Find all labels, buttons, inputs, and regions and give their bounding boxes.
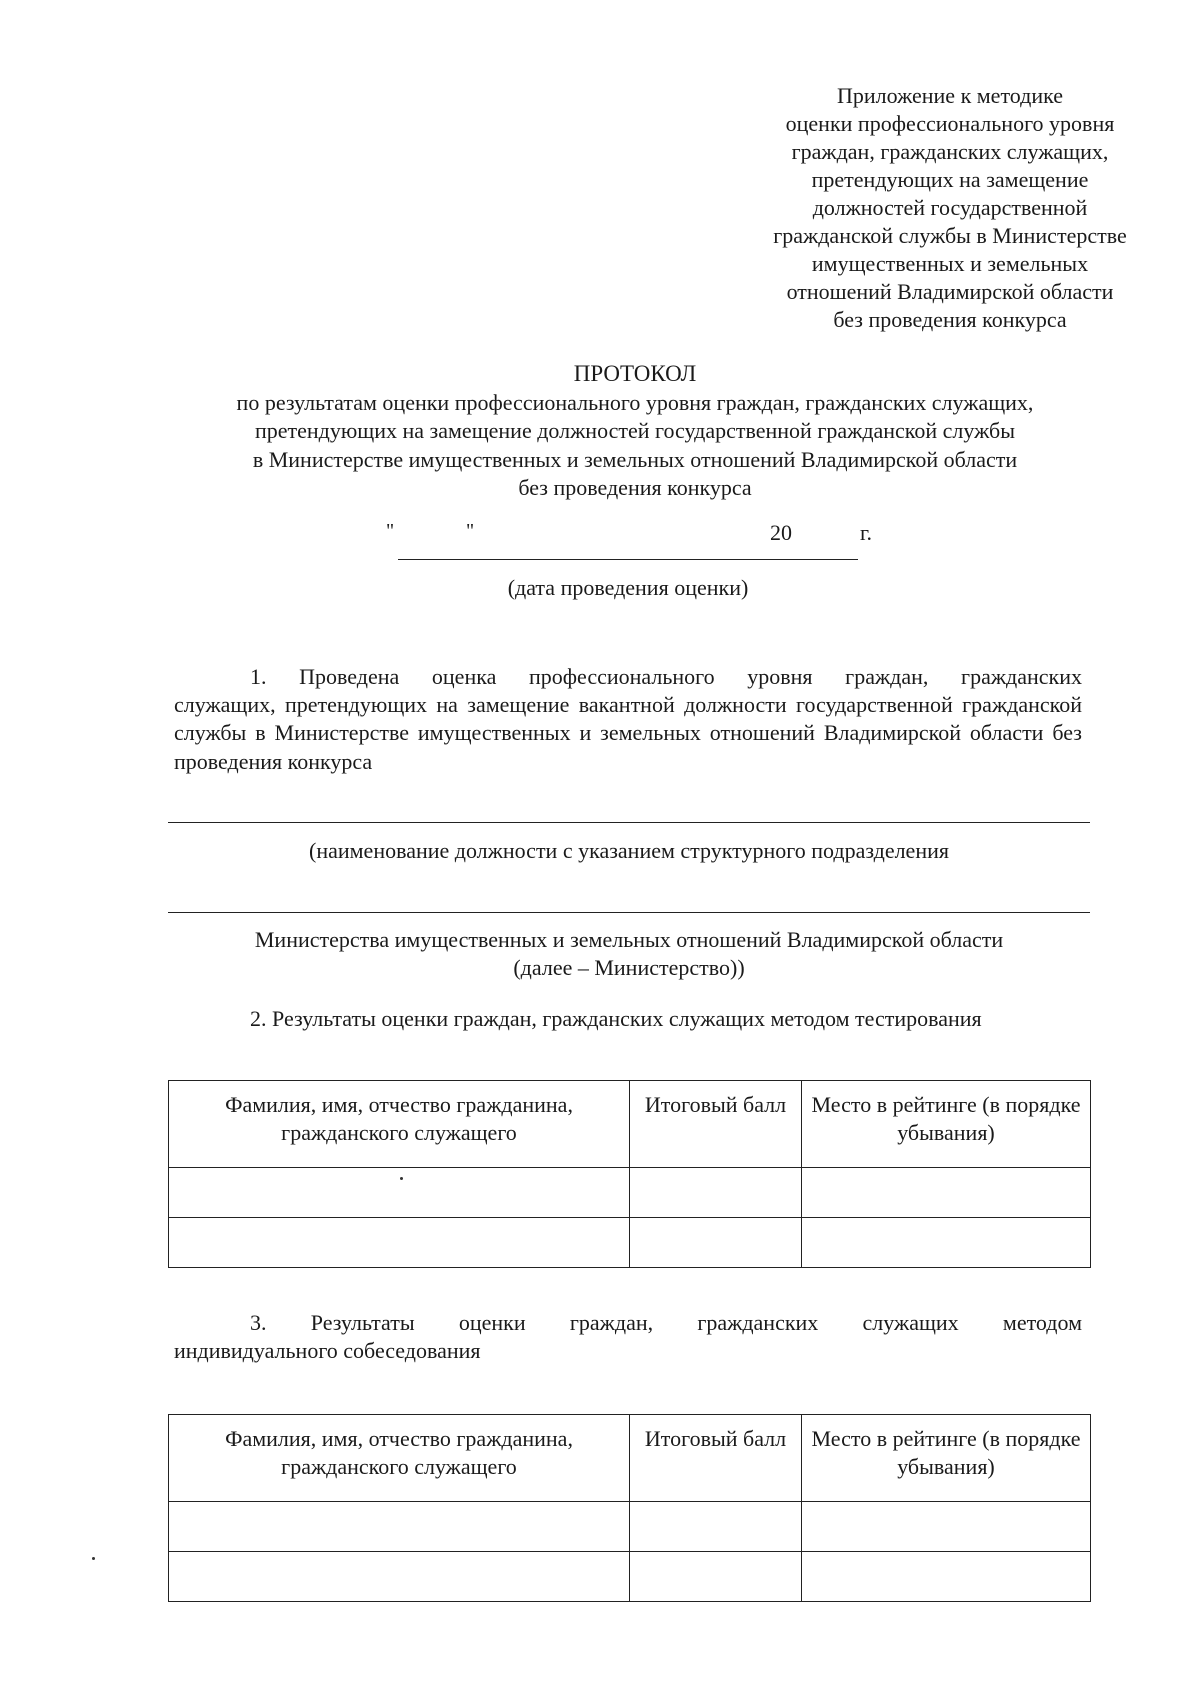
department-caption-line: (далее – Министерство)) [513,955,745,980]
appendix-line: должностей государственной [812,195,1088,220]
name-cell[interactable] [169,1218,630,1268]
table-row [169,1168,1091,1218]
appendix-line: претендующих на замещение [811,167,1089,192]
position-caption: (наименование должности с указанием структурного подразделения [309,838,949,863]
testing-results-table [168,1080,1091,1268]
position-fill-line [168,822,1090,823]
header-total-score: Итоговый балл [630,1081,802,1168]
header-rating-place: Место в рейтинге (в порядке убывания) [802,1081,1091,1168]
rating-cell[interactable] [802,1168,1091,1218]
name-cell[interactable] [169,1168,630,1218]
section3-line2: индивидуального собеседования [174,1338,481,1364]
header-full-name: Фамилия, имя, отчество гражданина, гражданского служащего [169,1415,630,1502]
title-heading: ПРОТОКОЛ [573,361,697,386]
section1-paragraph [174,663,1082,776]
appendix-line: отношений Владимирской области [786,279,1114,304]
score-cell[interactable] [630,1218,802,1268]
table-row [169,1552,1091,1602]
appendix-line: имущественных и земельных [811,251,1089,276]
date-close-quote: " [466,520,475,542]
date-year-prefix: 20 [770,520,792,545]
appendix-line: без проведения конкурса [833,307,1067,332]
appendix-line: граждан, гражданских служащих, [791,139,1109,164]
score-cell[interactable] [630,1552,802,1602]
table-header-row [169,1081,1091,1168]
appendix-line: Приложение к методике [836,83,1063,108]
table-row [169,1218,1091,1268]
title-line: без проведения конкурса [518,475,752,500]
name-cell[interactable] [169,1552,630,1602]
header-full-name: Фамилия, имя, отчество гражданина, гражданского служащего [169,1081,630,1168]
scan-speck [92,1557,95,1560]
department-fill-line [168,912,1090,913]
score-cell[interactable] [630,1168,802,1218]
title-line: претендующих на замещение должностей государственной гражданской службы [254,418,1015,443]
appendix-line: гражданской службы в Министерстве [773,223,1127,248]
date-underline [398,559,858,560]
title-line: по результатам оценки профессионального уровня граждан, гражданских служащих, [236,389,1034,415]
section2-heading: 2. Результаты оценки граждан, гражданских служащих методом тестирования [250,1006,982,1031]
section1-line1: 1. Проведена оценка профессионального уровня граждан, гражданских [250,664,1082,689]
header-rating-place: Место в рейтинге (в порядке убывания) [802,1415,1091,1502]
date-caption: (дата проведения оценки) [507,575,749,600]
header-total-score: Итоговый балл [630,1415,802,1502]
rating-cell[interactable] [802,1502,1091,1552]
date-year-suffix: г. [860,520,873,545]
date-open-quote: " [386,520,395,542]
department-caption [168,926,1090,982]
department-caption-line: Министерства имущественных и земельных отношений Владимирской области [254,927,1004,952]
appendix-note [740,82,1160,334]
section3-heading [174,1309,1082,1365]
table-header-row [169,1415,1091,1502]
scan-speck [400,1177,403,1180]
title-line: в Министерстве имущественных и земельных отношений Владимирской области [252,446,1018,472]
rating-cell[interactable] [802,1218,1091,1268]
section1-text: служащих, претендующих на замещение вакантной должности государственной гражданской службы в Министерстве имущественных и земельных отношений Владимирской области без проведения конкурса [174,692,1082,774]
interview-results-table [168,1414,1091,1602]
score-cell[interactable] [630,1502,802,1552]
document-title [150,360,1120,503]
table-row [169,1502,1091,1552]
rating-cell[interactable] [802,1552,1091,1602]
section3-line1: 3. Результаты оценки граждан, гражданских служащих методом [250,1310,1082,1335]
appendix-line: оценки профессионального уровня [785,111,1115,136]
name-cell[interactable] [169,1502,630,1552]
